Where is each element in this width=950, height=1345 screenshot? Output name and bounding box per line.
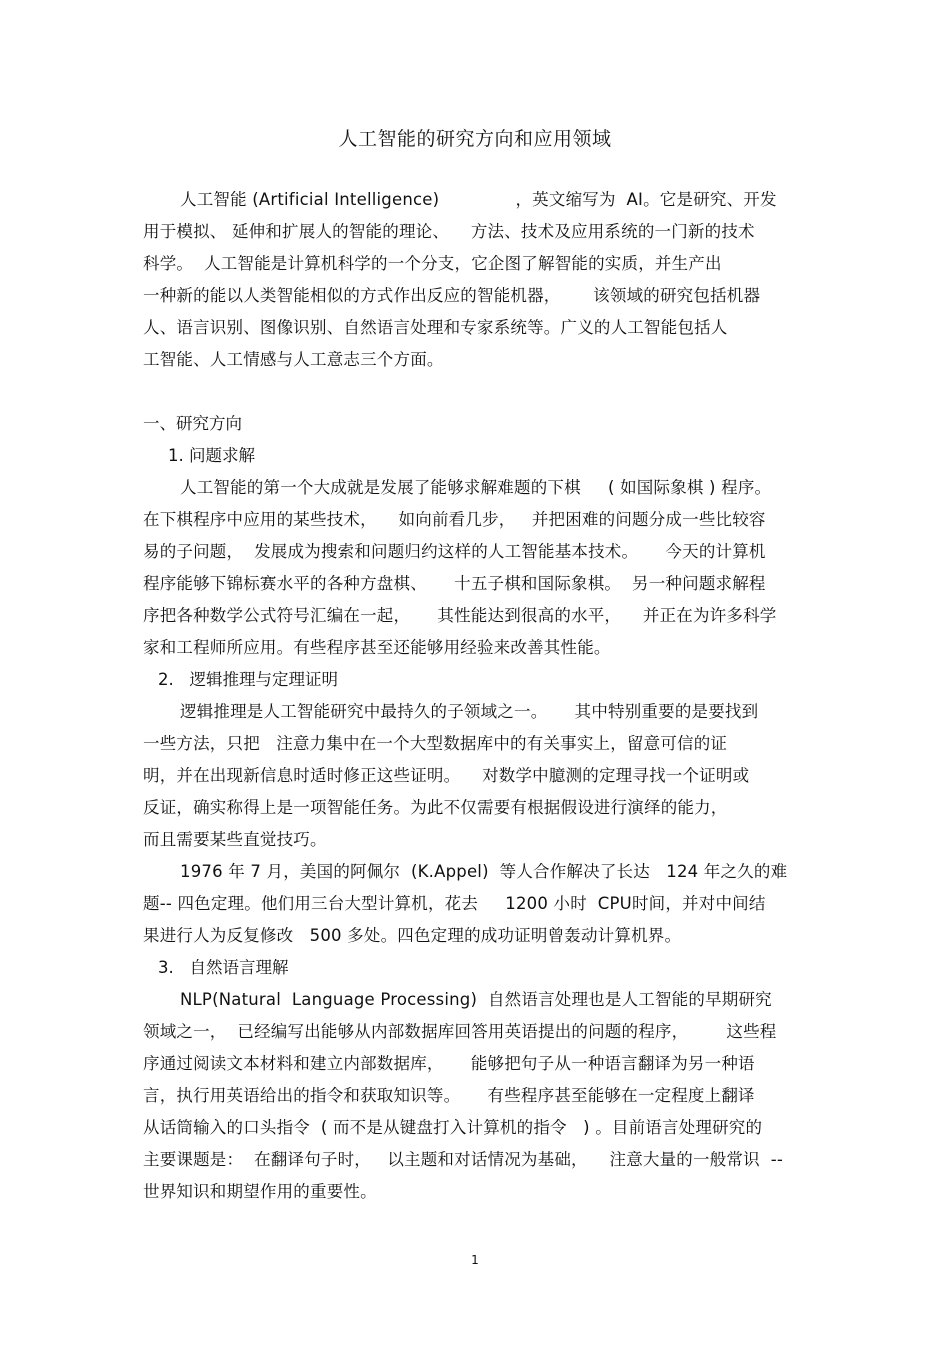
text-line: 用于模拟、 延伸和扩展人的智能的理论、 方法、技术及应用系统的一门新的技术 [143, 222, 755, 241]
text-line: 题-- 四色定理。他们用三台大型计算机，花去 1200 小时 CPU时间，并对中间结 [143, 894, 766, 913]
text-line: 世界知识和期望作用的重要性。 [143, 1182, 377, 1201]
text-line: 从话筒输入的口头指令 ( 而不是从键盘打入计算机的指令 ) 。目前语言处理研究的 [143, 1118, 763, 1137]
text-line: 明，并在出现新信息时适时修正这些证明。 对数学中臆测的定理寻找一个证明或 [143, 766, 750, 785]
text-line: 而且需要某些直觉技巧。 [143, 830, 327, 849]
document-title: 人工智能的研究方向和应用领域 [338, 128, 612, 150]
text-line: 在下棋程序中应用的某些技术， 如向前看几步， 并把困难的问题分成一些比较容 [143, 510, 766, 529]
subsection-heading: 3. 自然语言理解 [158, 958, 289, 977]
page-number: 1 [471, 1253, 479, 1267]
section-heading: 一、研究方向 [143, 414, 242, 433]
text-line: NLP(Natural Language Processing) 自然语言处理也是人工智能的早期研究 [180, 990, 772, 1009]
text-line: 工智能、人工情感与人工意志三个方面。 [143, 350, 444, 369]
subsection-heading: 2. 逻辑推理与定理证明 [158, 670, 338, 689]
text-line: 主要课题是： 在翻译句子时， 以主题和对话情况为基础， 注意大量的一般常识 -- [143, 1150, 784, 1169]
text-line: 果进行人为反复修改 500 多处。四色定理的成功证明曾轰动计算机界。 [143, 926, 682, 945]
text-line: 序通过阅读文本材料和建立内部数据库， 能够把句子从一种语言翻译为另一种语 [143, 1054, 755, 1073]
text-line: 家和工程师所应用。有些程序甚至还能够用经验来改善其性能。 [143, 638, 611, 657]
text-line: 人工智能的第一个大成就是发展了能够求解难题的下棋 ( 如国际象棋 ) 程序。 [180, 478, 772, 497]
text-line: 科学。 人工智能是计算机科学的一个分支，它企图了解智能的实质，并生产出 [143, 254, 722, 273]
subsection-heading: 1. 问题求解 [168, 446, 255, 465]
text-line: 易的子问题， 发展成为搜索和问题归约这样的人工智能基本技术。 今天的计算机 [143, 542, 766, 561]
text-line: 人工智能 (Artificial Intelligence) ，英文缩写为 AI。它是研究、开发 [180, 190, 777, 209]
text-line: 逻辑推理是人工智能研究中最持久的子领域之一。 其中特别重要的是要找到 [180, 702, 759, 721]
text-line: 一些方法，只把 注意力集中在一个大型数据库中的有关事实上，留意可信的证 [143, 734, 728, 753]
text-line: 言，执行用英语给出的指令和获取知识等。 有些程序甚至能够在一定程度上翻译 [143, 1086, 755, 1105]
text-line: 程序能够下锦标赛水平的各种方盘棋、 十五子棋和国际象棋。 另一种问题求解程 [143, 574, 766, 593]
text-line: 反证，确实称得上是一项智能任务。为此不仅需要有根据假设进行演绎的能力， [143, 798, 728, 817]
text-line: 领域之一， 已经编写出能够从内部数据库回答用英语提出的问题的程序， 这些程 [143, 1022, 777, 1041]
text-line: 1976 年 7 月，美国的阿佩尔 (K.Appel) 等人合作解决了长达 124 年之久的难 [180, 862, 788, 881]
text-line: 人、语言识别、图像识别、自然语言处理和专家系统等。广义的人工智能包括人 [143, 318, 728, 337]
text-line: 序把各种数学公式符号汇编在一起， 其性能达到很高的水平， 并正在为许多科学 [143, 606, 777, 625]
text-line: 一种新的能以人类智能相似的方式作出反应的智能机器， 该领域的研究包括机器 [143, 286, 761, 305]
